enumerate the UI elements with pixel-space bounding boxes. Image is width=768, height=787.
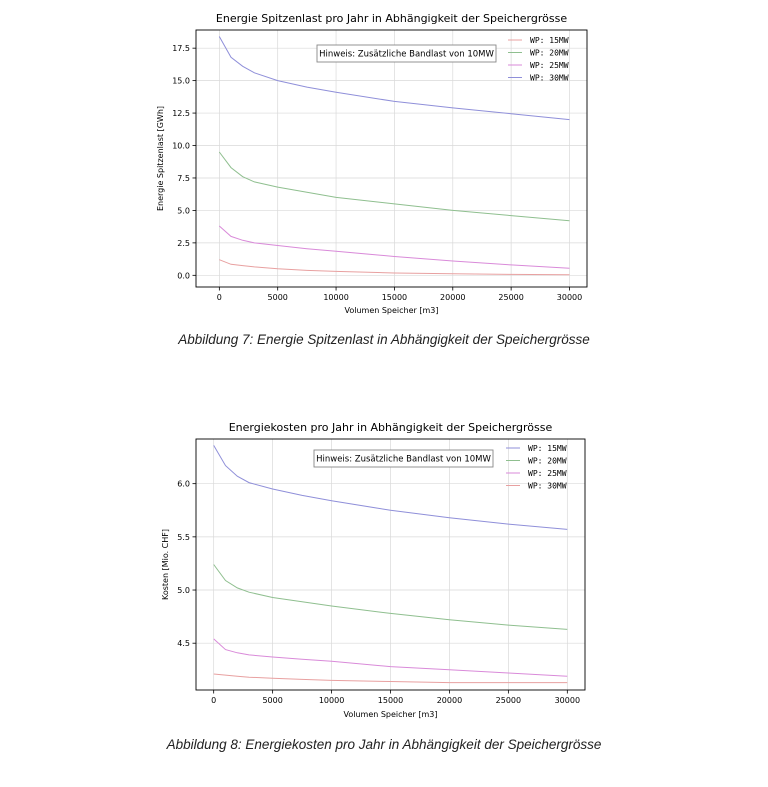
legend-entry: WP: 25MW [530,61,569,70]
legend-entry: WP: 20MW [528,456,567,466]
x-tick-label: 0 [216,293,222,302]
annotation-text: Hinweis: Zusätzliche Bandlast von 10MW [316,454,491,465]
x-tick-label: 20000 [440,293,466,302]
y-tick-label: 5.0 [177,586,190,596]
x-tick-label: 10000 [318,696,345,705]
chart-title: Energiekosten pro Jahr in Abhängigkeit der Speichergrösse [228,421,553,434]
chart-energiekosten [0,408,768,719]
y-tick-label: 0.0 [177,271,190,281]
grid-lines [196,30,587,287]
x-tick-label: 25000 [498,293,524,302]
y-tick-label: 7.5 [177,173,190,183]
x-tick-label: 5000 [267,293,288,302]
legend [508,36,569,83]
annotation-text: Hinweis: Zusätzliche Bandlast von 10MW [319,49,494,60]
x-tick-label: 0 [211,696,217,705]
legend-entry: WP: 30MW [530,73,569,83]
y-tick-label: 5.0 [177,206,190,216]
legend-entry: WP: 20MW [530,48,569,58]
legend-entry: WP: 25MW [528,469,567,478]
chart-energie-spitzenlast [0,0,768,315]
x-tick-label: 30000 [556,293,583,302]
figure-8-chart [0,408,768,719]
plot-frame [196,30,587,287]
grid-lines [196,439,585,690]
x-tick-label: 25000 [495,696,522,705]
x-tick-label: 20000 [436,696,463,705]
x-axis-label: Volumen Speicher [m3] [344,306,439,315]
x-tick-label: 5000 [262,696,283,705]
y-tick-label: 2.5 [177,238,190,248]
x-tick-label: 15000 [381,293,408,302]
x-tick-label: 30000 [554,696,581,705]
legend-entry: WP: 15MW [528,444,567,453]
y-axis-label: Kosten [Mio. CHF] [161,529,170,600]
y-tick-label: 15.0 [172,76,190,86]
x-tick-label: 15000 [377,696,404,705]
legend-entry: WP: 30MW [528,481,567,491]
y-axis-label: Energie Spitzenlast [GWh] [156,105,165,212]
y-tick-label: 4.5 [177,639,190,649]
legend-entry: WP: 15MW [530,36,569,45]
figure-7-chart [0,0,768,315]
y-tick-label: 17.5 [172,44,190,54]
x-tick-label: 10000 [323,293,349,302]
chart-title: Energie Spitzenlast pro Jahr in Abhängigkeit der Speichergrösse [215,12,568,25]
figure-7-caption: Abbildung 7: Energie Spitzenlast in Abhängigkeit der Speichergrösse [178,332,590,347]
x-axis-label: Volumen Speicher [m3] [343,710,438,719]
y-tick-label: 10.0 [172,141,190,151]
y-tick-label: 12.5 [172,109,190,119]
y-tick-label: 6.0 [177,479,190,489]
figure-8-caption: Abbildung 8: Energiekosten pro Jahr in Abhängigkeit der Speichergrösse [166,737,602,752]
y-tick-label: 5.5 [177,532,190,542]
